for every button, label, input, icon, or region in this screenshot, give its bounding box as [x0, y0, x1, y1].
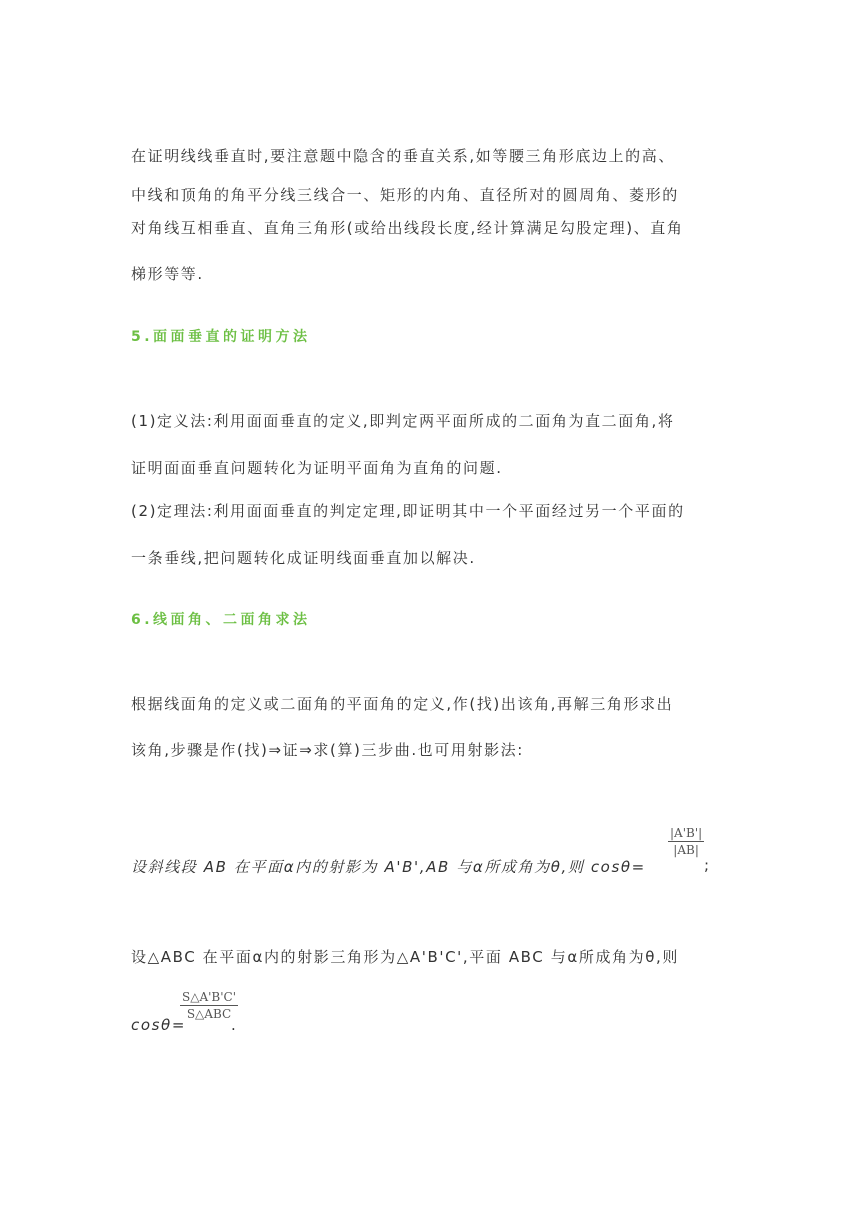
paragraph-line: 一条垂线,把问题转化成证明线面垂直加以解决. [131, 549, 476, 567]
formula-lead: cosθ= [131, 1016, 186, 1034]
projection-length-fraction [668, 826, 704, 857]
fraction-numerator: |A'B'| [670, 826, 703, 840]
formula-end: . [231, 1016, 238, 1034]
paragraph-line: 根据线面角的定义或二面角的平面角的定义,作(找)出该角,再解三角形求出 [131, 695, 674, 713]
section-heading: 6.线面角、二面角求法 [131, 612, 311, 628]
paragraph-line: (1)定义法:利用面面垂直的定义,即判定两平面所成的二面角为直二面角,将 [131, 412, 675, 430]
fraction-bar [668, 841, 704, 842]
fraction-denominator: |AB| [673, 843, 699, 857]
projection-area-fraction [180, 990, 238, 1021]
fraction-numerator: S△A'B'C' [182, 990, 237, 1004]
formula-text: 设△ABC 在平面α内的射影三角形为△A'B'C',平面 ABC 与α所成角为θ,则 [131, 948, 679, 966]
paragraph-line: 该角,步骤是作(找)⇒证⇒求(算)三步曲.也可用射影法: [131, 741, 524, 759]
fraction-bar [180, 1005, 238, 1006]
paragraph-line: 证明面面垂直问题转化为证明平面角为直角的问题. [131, 459, 503, 477]
paragraph-line: 梯形等等. [131, 265, 204, 283]
section-heading: 5.面面垂直的证明方法 [131, 329, 311, 345]
fraction-denominator: S△ABC [186, 1007, 232, 1021]
paragraph-line: 在证明线线垂直时,要注意题中隐含的垂直关系,如等腰三角形底边上的高、 [131, 147, 675, 165]
paragraph-line: 对角线互相垂直、直角三角形(或给出线段长度,经计算满足勾股定理)、直角 [131, 219, 684, 237]
formula-text: 设斜线段 AB 在平面α内的射影为 A'B',AB 与α所成角为θ,则 cosθ= [131, 858, 646, 876]
paragraph-line: 中线和顶角的角平分线三线合一、矩形的内角、直径所对的圆周角、菱形的 [131, 186, 679, 204]
paragraph-line: (2)定理法:利用面面垂直的判定定理,即证明其中一个平面经过另一个平面的 [131, 502, 685, 520]
formula-end: ; [704, 856, 711, 874]
